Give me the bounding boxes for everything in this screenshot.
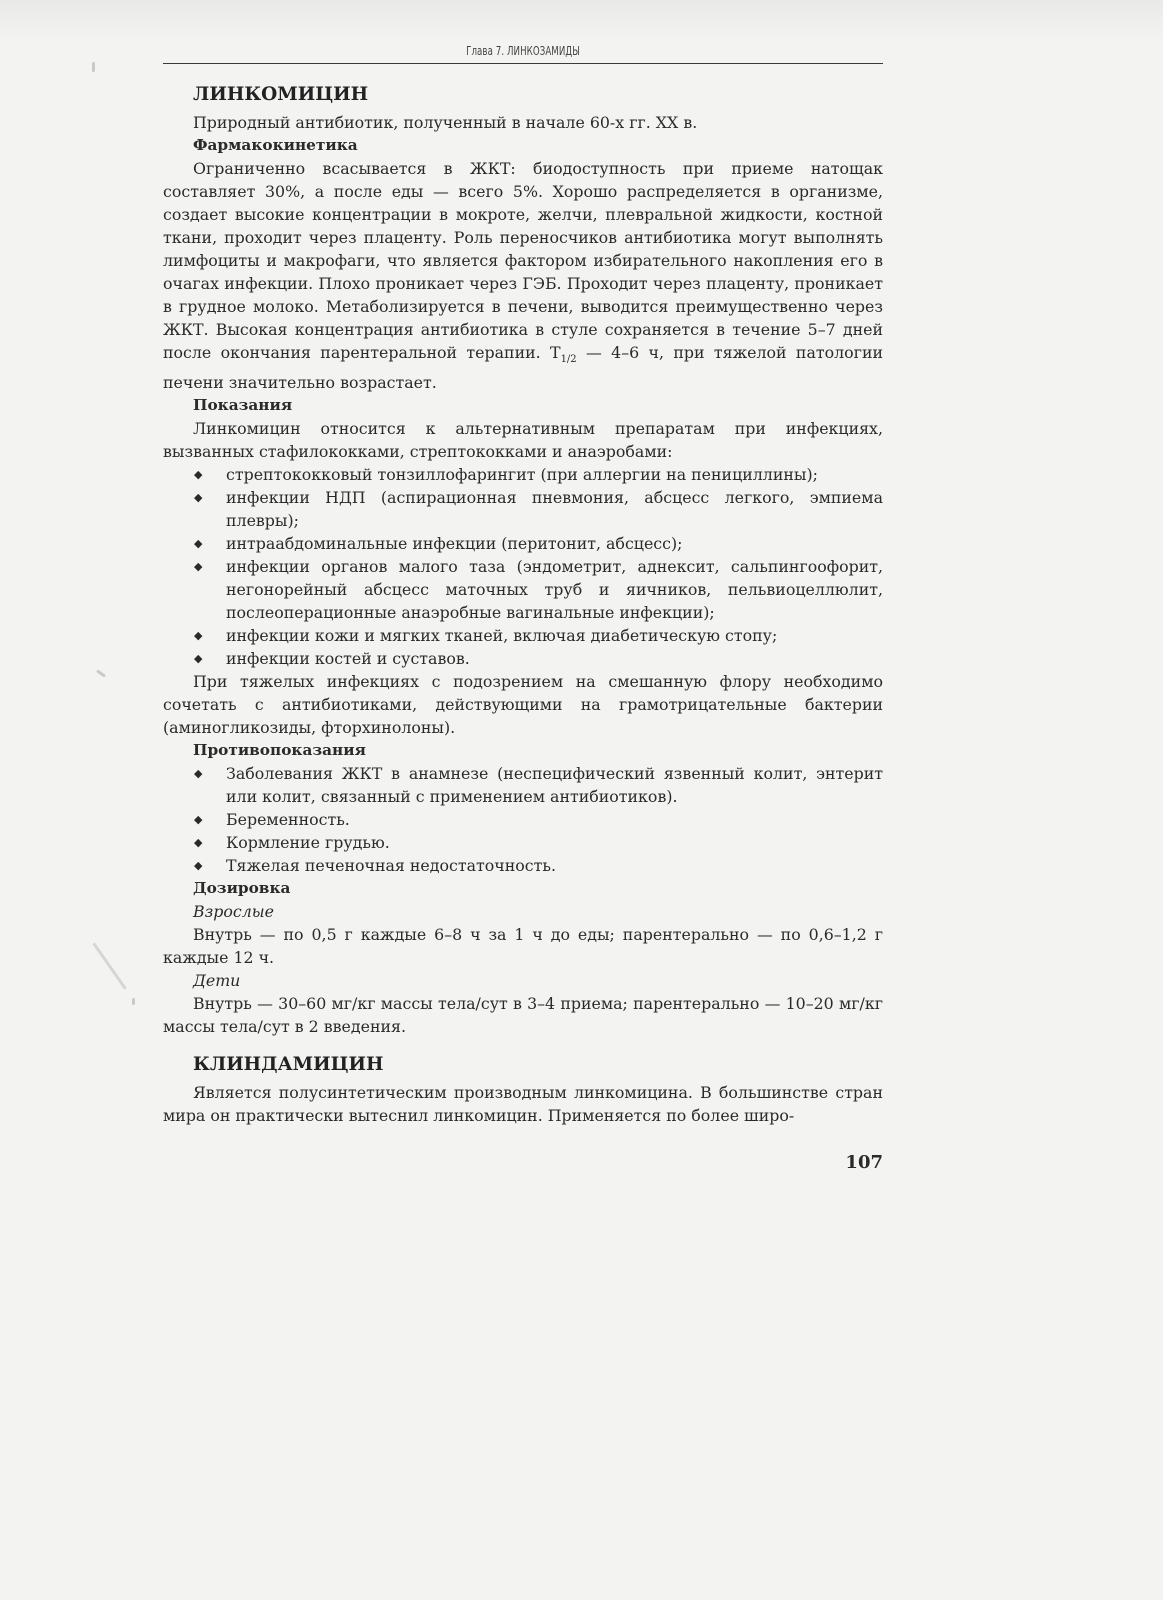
list-item-text: Тяжелая печеночная недостаточность. [226, 856, 556, 875]
pharmacokinetics-text-part1: Ограниченно всасывается в ЖКТ: биодоступность при приеме натощак составляет 30%, а после еды — всего 5%. Хорошо распределяется в организме, создает высокие концентрации в мокроте, желчи, плевральной жидкости, костной ткани, проходит через плаценту. Роль переносчиков антибиотика могут выполнять лимфоциты и макрофаги, что является фактором избирательного накопления его в очагах инфекции. Плохо проникает через ГЭБ. Проходит через плаценту, проникает в грудное молоко. Метаболизируется в печени, выводится преимущественно через ЖКТ. Высокая концентрация антибиотика в стуле сохраняется в течение 5–7 дней после окончания парентеральной терапии. T [163, 159, 883, 362]
list-item [163, 532, 883, 555]
bullet-icon: ◆ [194, 468, 203, 481]
indications-intro: Линкомицин относится к альтернативным препаратам при инфекциях, вызванных стафилококками, стрептококками и анаэробами: [163, 419, 883, 461]
bullet-icon: ◆ [194, 560, 203, 573]
header-rule [163, 63, 883, 64]
clindamycin-intro: Является полусинтетическим производным линкомицина. В большинстве стран мира он практически вытеснил линкомицин. Применяется по более широ- [163, 1083, 883, 1125]
list-item-text: инфекции НДП (аспирационная пневмония, абсцесс легкого, эмпиема плевры); [226, 488, 883, 530]
bullet-icon: ◆ [194, 491, 203, 504]
list-item-text: стрептококковый тонзиллофарингит (при аллергии на пенициллины); [226, 465, 818, 484]
bullet-icon: ◆ [194, 767, 203, 780]
section-title-clindamycin: КЛИНДАМИЦИН [193, 1054, 384, 1075]
pharmacokinetics-paragraph [163, 157, 883, 394]
list-item-text: Беременность. [226, 810, 350, 829]
scan-artifact-top [92, 62, 95, 72]
dosage-children-text: Внутрь — 30–60 мг/кг массы тела/сут в 3–4 приема; парентерально — 10–20 мг/кг массы тела/сут в 2 введения. [163, 994, 883, 1036]
list-item-text: инфекции кожи и мягких тканей, включая диабетическую стопу; [226, 626, 778, 645]
indications-outro: При тяжелых инфекциях с подозрением на смешанную флору необходимо сочетать с антибиотиками, действующими на грамотрицательные бактерии (аминогликозиды, фторхинолоны). [163, 672, 883, 737]
pharmacokinetics-heading: Фармакокинетика [193, 136, 358, 154]
dosage-children-label: Дети [193, 971, 241, 990]
list-item-text: интраабдоминальные инфекции (перитонит, абсцесс); [226, 534, 683, 553]
indications-list [163, 463, 883, 670]
dosage-heading: Дозировка [193, 879, 291, 897]
dosage-adults-label: Взрослые [193, 902, 274, 921]
dosage-adults-text: Внутрь — по 0,5 г каждые 6–8 ч за 1 ч до еды; парентерально — по 0,6–1,2 г каждые 12 ч. [163, 925, 883, 967]
contraindications-list [163, 762, 883, 877]
bullet-icon: ◆ [194, 836, 203, 849]
list-item-text: Заболевания ЖКТ в анамнезе (неспецифический язвенный колит, энтерит или колит, связанный с применением антибиотиков). [226, 764, 883, 806]
list-item [163, 647, 883, 670]
contraindications-heading: Противопоказания [193, 741, 366, 759]
page-number: 107 [845, 1152, 883, 1173]
list-item [163, 808, 883, 831]
list-item [163, 486, 883, 532]
page-body [163, 80, 883, 1127]
scan-artifact-left [96, 669, 106, 677]
list-item [163, 463, 883, 486]
bullet-icon: ◆ [194, 813, 203, 826]
pharmacokinetics-text-part2: — 4–6 ч, при тяжелой патологии печени значительно возрастает. [163, 343, 884, 392]
list-item [163, 555, 883, 624]
bullet-icon: ◆ [194, 629, 203, 642]
bullet-icon: ◆ [194, 537, 203, 550]
bullet-icon: ◆ [194, 652, 203, 665]
list-item [163, 831, 883, 854]
intro-paragraph: Природный антибиотик, полученный в начале 60-х гг. XX в. [193, 113, 698, 132]
running-head: Глава 7. ЛИНКОЗАМИДЫ [466, 44, 580, 58]
list-item [163, 624, 883, 647]
list-item-text: инфекции костей и суставов. [226, 649, 470, 668]
half-life-subscript: 1/2 [560, 354, 577, 365]
scan-edge-shadow [0, 0, 1163, 40]
indications-heading: Показания [193, 396, 293, 414]
list-item [163, 762, 883, 808]
scan-artifact-lower-left [92, 942, 127, 990]
section-title-lincomycin: ЛИНКОМИЦИН [193, 84, 369, 105]
list-item-text: инфекции органов малого таза (эндометрит, аднексит, сальпингоофорит, негонорейный абсцесс маточных труб и яичников, пельвиоцеллюлит, послеоперационные анаэробные вагинальные инфекции); [226, 557, 883, 622]
scan-artifact-dot [132, 998, 135, 1005]
list-item-text: Кормление грудью. [226, 833, 390, 852]
list-item [163, 854, 883, 877]
bullet-icon: ◆ [194, 859, 203, 872]
